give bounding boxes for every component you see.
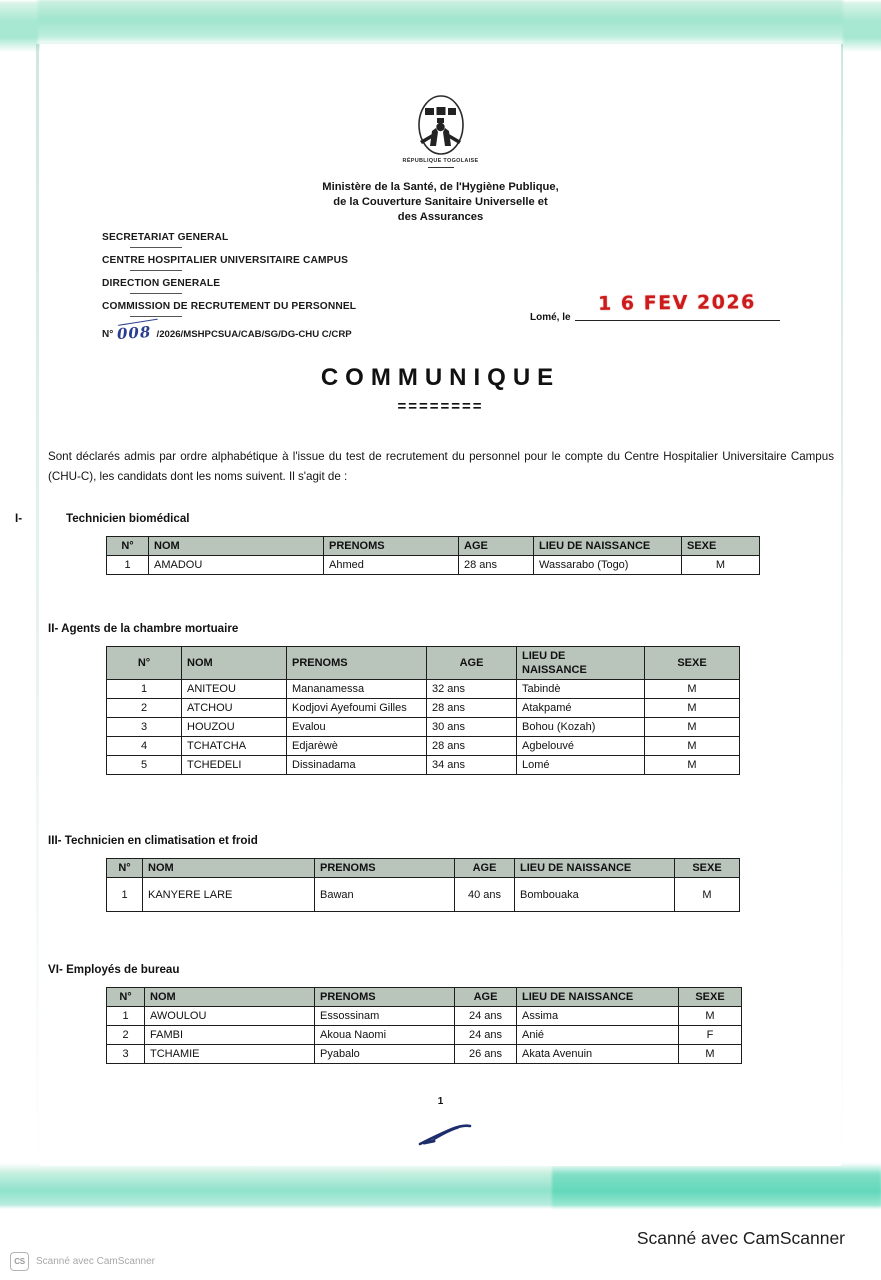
section-3-label: Technicien en climatisation et froid [64, 834, 258, 847]
cell-sexe: M [682, 556, 760, 575]
reference-number-handwritten: 008 [116, 322, 153, 344]
section-3 [48, 834, 834, 912]
togo-coat-of-arms-icon [412, 94, 470, 156]
cell-age: 24 ans [455, 1007, 517, 1026]
date-block [530, 291, 780, 323]
cell-prenoms: Kodjovi Ayefoumi Gilles [287, 699, 427, 718]
table-row [107, 1007, 742, 1026]
section-2-title [48, 622, 834, 635]
ministry-line-3: des Assurances [397, 211, 484, 223]
reference-line [102, 322, 522, 344]
cell-prenoms: Edjarèwè [287, 737, 427, 756]
cell-nom: AWOULOU [145, 1007, 315, 1026]
section-3-number: III- [48, 834, 62, 847]
date-writing-rule [575, 319, 780, 321]
ministry-line-2: de la Couverture Sanitaire Universelle et [333, 196, 548, 208]
title-block [40, 364, 841, 415]
col-header-age: AGE [455, 859, 515, 878]
masthead [40, 44, 841, 225]
cell-nom: TCHATCHA [182, 737, 287, 756]
title-underline: ======== [397, 398, 484, 415]
cell-lieu: Bohou (Kozah) [517, 718, 645, 737]
org-divider [130, 247, 182, 248]
cell-no: 5 [107, 756, 182, 775]
table-technicien-biomedical [106, 536, 760, 575]
cell-no: 2 [107, 1026, 145, 1045]
cell-no: 1 [107, 556, 149, 575]
cell-age: 30 ans [427, 718, 517, 737]
table-employes-de-bureau [106, 987, 742, 1064]
cell-sexe: M [645, 756, 740, 775]
cell-nom: FAMBI [145, 1026, 315, 1045]
col-header-sexe: SEXE [645, 647, 740, 680]
cell-lieu: Wassarabo (Togo) [534, 556, 682, 575]
section-4 [48, 963, 834, 1064]
org-line-direction-generale: DIRECTION GENERALE [102, 278, 221, 289]
cell-sexe: M [645, 737, 740, 756]
page-number: 1 [437, 1096, 444, 1107]
cell-no: 1 [107, 878, 143, 912]
table-row [107, 556, 760, 575]
cell-lieu: Assima [517, 1007, 679, 1026]
cell-lieu: Agbelouvé [517, 737, 645, 756]
scan-edge-bottom-right [552, 1163, 881, 1209]
cell-lieu: Anié [517, 1026, 679, 1045]
col-header-no: N° [107, 647, 182, 680]
cell-sexe: M [675, 878, 740, 912]
cell-sexe: F [679, 1026, 742, 1045]
section-2-label: Agents de la chambre mortuaire [61, 622, 239, 635]
section-4-label: Employés de bureau [66, 963, 180, 976]
col-header-lieu [517, 647, 645, 680]
org-line-secretariat-general: SECRETARIAT GENERAL [102, 232, 229, 243]
table-header-row [107, 647, 740, 680]
col-header-nom: NOM [182, 647, 287, 680]
col-header-sexe: SEXE [679, 988, 742, 1007]
col-header-prenoms: PRENOMS [315, 859, 455, 878]
table-header-row [107, 537, 760, 556]
org-line-commission-recrutement: COMMISSION DE RECRUTEMENT DU PERSONNEL [102, 301, 357, 312]
cell-prenoms: Dissinadama [287, 756, 427, 775]
page-title: COMMUNIQUE [320, 364, 561, 391]
cell-age: 34 ans [427, 756, 517, 775]
cell-prenoms: Evalou [287, 718, 427, 737]
table-row [107, 1026, 742, 1045]
col-header-prenoms: PRENOMS [315, 988, 455, 1007]
cell-lieu: Tabindè [517, 680, 645, 699]
table-header-row [107, 988, 742, 1007]
document-page [15, 44, 841, 1166]
reference-label: N° [102, 329, 114, 340]
cell-no: 2 [107, 699, 182, 718]
cell-lieu: Akata Avenuin [517, 1045, 679, 1064]
col-header-prenoms: PRENOMS [287, 647, 427, 680]
cell-age: 32 ans [427, 680, 517, 699]
section-1-label: Technicien biomédical [66, 512, 190, 525]
col-header-age: AGE [455, 988, 517, 1007]
cell-sexe: M [679, 1045, 742, 1064]
signature-mark [418, 1122, 478, 1148]
cell-lieu: Atakpamé [517, 699, 645, 718]
cell-nom: ATCHOU [182, 699, 287, 718]
col-header-no: N° [107, 537, 149, 556]
document-body [15, 44, 841, 1166]
col-header-age: AGE [427, 647, 517, 680]
table-row [107, 737, 740, 756]
cell-prenoms: Mananamessa [287, 680, 427, 699]
cell-nom: TCHEDELI [182, 756, 287, 775]
col-header-prenoms: PRENOMS [324, 537, 459, 556]
table-row [107, 699, 740, 718]
org-line-chu-campus: CENTRE HOSPITALIER UNIVERSITAIRE CAMPUS [102, 255, 349, 266]
col-header-sexe: SEXE [675, 859, 740, 878]
intro-paragraph: Sont déclarés admis par ordre alphabétique à l'issue du test de recrutement du personnel pour le compte du Centre Hospitalier Universitaire Campus (CHU-C), les candidats dont les noms suivent. Il s'agit de : [48, 450, 834, 483]
section-4-number: VI- [48, 963, 63, 976]
cell-lieu: Lomé [517, 756, 645, 775]
org-header-block [102, 232, 522, 344]
org-divider [130, 316, 182, 317]
table-row [107, 878, 740, 912]
cell-no: 1 [107, 1007, 145, 1026]
col-header-nom: NOM [145, 988, 315, 1007]
cell-prenoms: Ahmed [324, 556, 459, 575]
col-header-lieu: LIEU DE NAISSANCE [515, 859, 675, 878]
section-2-number: II- [48, 622, 59, 635]
cell-no: 3 [107, 718, 182, 737]
table-agents-chambre-mortuaire [106, 646, 740, 775]
col-header-age: AGE [459, 537, 534, 556]
camscanner-logo-icon: CS [10, 1252, 29, 1271]
cell-prenoms: Essossinam [315, 1007, 455, 1026]
cell-sexe: M [679, 1007, 742, 1026]
col-header-nom: NOM [143, 859, 315, 878]
col-header-no: N° [107, 859, 143, 878]
col-header-lieu: LIEU DE NAISSANCE [517, 988, 679, 1007]
cell-prenoms: Bawan [315, 878, 455, 912]
col-header-nom: NOM [149, 537, 324, 556]
table-technicien-climatisation [106, 858, 740, 912]
org-divider [130, 293, 182, 294]
camscanner-watermark: Scanné avec CamScanner [636, 1228, 845, 1248]
ministry-name [40, 180, 841, 225]
reference-suffix: /2026/MSHPCSUA/CAB/SG/DG-CHU C/CRP [156, 329, 352, 340]
emblem-caption: RÉPUBLIQUE TOGOLAISE [402, 158, 479, 164]
cell-sexe: M [645, 680, 740, 699]
cell-nom: AMADOU [149, 556, 324, 575]
page-edge-left [36, 44, 39, 1169]
section-3-title [48, 834, 834, 847]
cell-nom: ANITEOU [182, 680, 287, 699]
cell-no: 3 [107, 1045, 145, 1064]
ministry-line-1: Ministère de la Santé, de l'Hygiène Publique, [322, 181, 559, 193]
cell-prenoms: Pyabalo [315, 1045, 455, 1064]
cell-age: 28 ans [427, 699, 517, 718]
table-header-row [107, 859, 740, 878]
section-4-title [48, 963, 834, 976]
col-header-lieu-line2: NAISSANCE [522, 664, 587, 676]
cell-age: 24 ans [455, 1026, 517, 1045]
emblem-rule [428, 167, 454, 168]
col-header-no: N° [107, 988, 145, 1007]
cell-sexe: M [645, 699, 740, 718]
cell-lieu: Bombouaka [515, 878, 675, 912]
cell-age: 28 ans [427, 737, 517, 756]
camscanner-watermark-small [10, 1252, 155, 1271]
city-label: Lomé, le [530, 312, 571, 323]
scan-edge-top-inner [38, 0, 843, 44]
section-2 [48, 622, 834, 775]
cell-prenoms: Akoua Naomi [315, 1026, 455, 1045]
org-divider [130, 270, 182, 271]
table-row [107, 718, 740, 737]
date-stamp: 1 6 FEV 2026 [597, 291, 756, 315]
cell-nom: HOUZOU [182, 718, 287, 737]
section-1 [15, 512, 834, 575]
cell-nom: TCHAMIE [145, 1045, 315, 1064]
table-row [107, 1045, 742, 1064]
col-header-lieu-line1: LIEU DE [522, 650, 566, 662]
table-row [107, 680, 740, 699]
col-header-sexe: SEXE [682, 537, 760, 556]
cell-no: 4 [107, 737, 182, 756]
cell-no: 1 [107, 680, 182, 699]
col-header-lieu: LIEU DE NAISSANCE [534, 537, 682, 556]
cell-age: 40 ans [455, 878, 515, 912]
cell-age: 26 ans [455, 1045, 517, 1064]
cell-sexe: M [645, 718, 740, 737]
cell-nom: KANYERE LARE [143, 878, 315, 912]
table-row [107, 756, 740, 775]
camscanner-watermark-small-text: Scanné avec CamScanner [36, 1256, 155, 1267]
cell-age: 28 ans [459, 556, 534, 575]
section-1-title: I- Technicien biomédical [15, 512, 190, 525]
